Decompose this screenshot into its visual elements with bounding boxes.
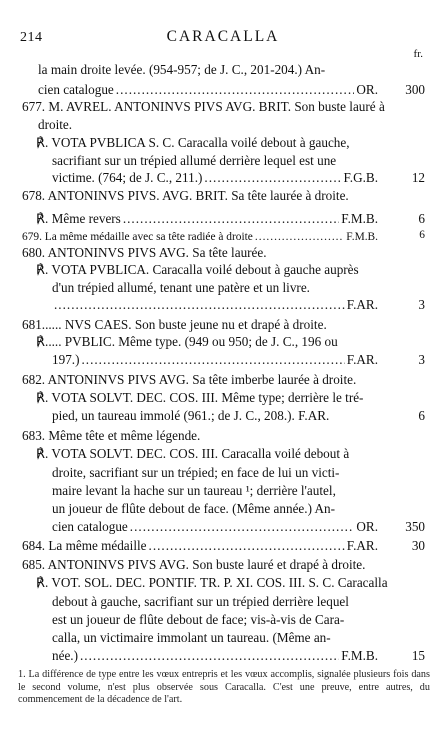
entry-text: un joueur de flûte debout de face. (Même année.) An-	[52, 501, 336, 516]
leader-dots	[80, 648, 339, 664]
entry-line	[36, 390, 363, 406]
entry-line	[22, 229, 378, 245]
metal-size: F.M.B.	[341, 648, 378, 663]
price-value: 6	[418, 408, 425, 423]
price-value: 12	[411, 170, 425, 185]
entry-text: 679. La même médaille avec sa tête radiée à droite	[22, 231, 253, 243]
leader-dots	[149, 538, 345, 554]
entry-line	[22, 538, 378, 554]
entry-text: ℟. VOTA PVBLICA. Caracalla voilé debout à gauche auprès	[36, 262, 359, 277]
leader-dots	[54, 297, 345, 313]
entry-text: debout à gauche, sacrifiant sur un trépied derrière lequel	[52, 594, 349, 609]
entry-text: ℟. VOT. SOL. DEC. PONTIF. TR. P. XI. COS. III. S. C. Caracalla	[36, 575, 388, 590]
entry-text: 681...... NVS CAES. Son buste jeune nu et drapé à droite.	[22, 317, 327, 332]
entry-line	[52, 465, 339, 481]
price-value: 3	[418, 352, 425, 367]
entry-text: 678. ANTONINVS PIVS. AVG. BRIT. Sa tête laurée à droite.	[22, 188, 349, 203]
entry-text: la main droite levée. (954-957; de J. C., 201-204.) An-	[38, 62, 326, 77]
price-value: 300	[405, 82, 425, 97]
entry-text: 677. M. AVREL. ANTONINVS PIVS AVG. BRIT. Son buste lauré à	[22, 99, 385, 114]
entry-text: droite, sacrifiant sur un trépied; en face de lui un victi-	[52, 465, 340, 480]
price-value: 15	[411, 648, 425, 663]
entry-line	[22, 317, 327, 333]
entry-line	[36, 575, 388, 591]
entry-line	[52, 280, 310, 296]
entry-line	[22, 188, 349, 204]
price-value: 3	[418, 297, 425, 312]
entry-text: ℟. VOTA SOLVT. DEC. COS. III. Même type; derrière le tré-	[36, 390, 364, 405]
entry-line	[52, 153, 336, 169]
entry-line	[36, 262, 359, 278]
entry-line	[22, 557, 365, 573]
entry-line	[52, 501, 335, 517]
metal-size: F.AR.	[346, 297, 378, 312]
entry-text: victime. (764; de J. C., 211.)	[52, 170, 203, 185]
entry-text: d'un trépied allumé, tenant une patère et un livre.	[52, 280, 310, 295]
entry-text: cien catalogue	[38, 82, 114, 97]
entry-text: née.)	[52, 648, 78, 663]
entry-text: ℟..... PVBLIC. Même type. (949 ou 950; de J. C., 196 ou	[36, 334, 338, 349]
entry-line	[22, 99, 385, 115]
entry-line	[52, 483, 336, 499]
metal-size: F.AR.	[346, 538, 378, 553]
leader-dots	[116, 82, 355, 98]
page-number: 214	[20, 30, 43, 45]
metal-size: OR.	[356, 82, 378, 97]
leader-dots	[255, 229, 344, 245]
entry-text: 682. ANTONINVS PIVS AVG. Sa tête imberbe laurée à droite.	[22, 372, 357, 387]
leader-dots	[81, 352, 344, 368]
entry-text: ℟. Même revers	[36, 211, 121, 226]
entry-line	[52, 170, 378, 186]
entry-line	[22, 428, 200, 444]
entry-line	[36, 211, 378, 227]
price-value: 6	[418, 211, 425, 226]
entry-text: 684. La même médaille	[22, 538, 147, 553]
entry-line	[36, 446, 349, 462]
metal-size: F.G.B.	[343, 170, 378, 185]
entry-text: 685. ANTONINVS PIVS AVG. Son buste lauré et drapé à droite.	[22, 557, 366, 572]
metal-size: OR.	[356, 519, 378, 534]
entry-line	[38, 62, 325, 78]
entry-line	[52, 352, 378, 368]
metal-size: F.M.B.	[341, 211, 378, 226]
entry-line	[52, 648, 378, 664]
entry-line	[38, 82, 378, 98]
entry-line	[22, 245, 267, 261]
entry-text: sacrifiant sur un trépied allumé derrière lequel est une	[52, 153, 337, 168]
entry-text: 197.)	[52, 352, 80, 367]
price-value: 350	[405, 519, 425, 534]
leader-dots	[123, 211, 339, 227]
entry-line	[52, 297, 378, 313]
price-value: 30	[411, 538, 425, 553]
entry-line	[52, 408, 329, 424]
entry-text: droite.	[38, 117, 73, 132]
entry-text: maire levant la hache sur un taureau ¹; derrière l'autel,	[52, 483, 336, 498]
entry-text: pied, un taureau immolé (961.; de J. C., 208.). F.AR.	[52, 408, 330, 423]
metal-size: F.M.B.	[346, 231, 378, 243]
entry-line	[36, 135, 350, 151]
entry-line	[36, 334, 338, 350]
running-title: CARACALLA	[166, 28, 280, 45]
entry-line	[52, 612, 344, 628]
entry-text: 683. Même tête et même légende.	[22, 428, 201, 443]
leader-dots	[130, 519, 355, 535]
entry-line	[52, 519, 378, 535]
entry-line	[22, 372, 356, 388]
entry-text: ℟. VOTA SOLVT. DEC. COS. III. Caracalla voilé debout à	[36, 446, 350, 461]
entry-text: ℟. VOTA PVBLICA S. C. Caracalla voilé debout à gauche,	[36, 135, 350, 150]
metal-size: F.AR.	[346, 352, 378, 367]
entry-line	[38, 117, 72, 133]
entry-line	[52, 630, 331, 646]
leader-dots	[204, 170, 341, 186]
entry-text: cien catalogue	[52, 519, 128, 534]
price-value: 6	[419, 229, 425, 241]
entry-text: calla, un victimaire immolant un taureau. (Même an-	[52, 630, 331, 645]
price-column-header: fr.	[413, 48, 423, 60]
entry-text: est un joueur de flûte debout de face; vis-à-vis de Cara-	[52, 612, 345, 627]
footnote: 1. La différence de type entre les vœux entrepris et les vœux accomplis, signalée plusieurs fois dans le second volume, n'est plus observée sous Caracalla. C'est une preuve, entre autres, du commencement de la décadence de l'art.	[18, 669, 430, 705]
entry-line	[52, 594, 349, 610]
entry-text: 680. ANTONINVS PIVS AVG. Sa tête laurée.	[22, 245, 267, 260]
